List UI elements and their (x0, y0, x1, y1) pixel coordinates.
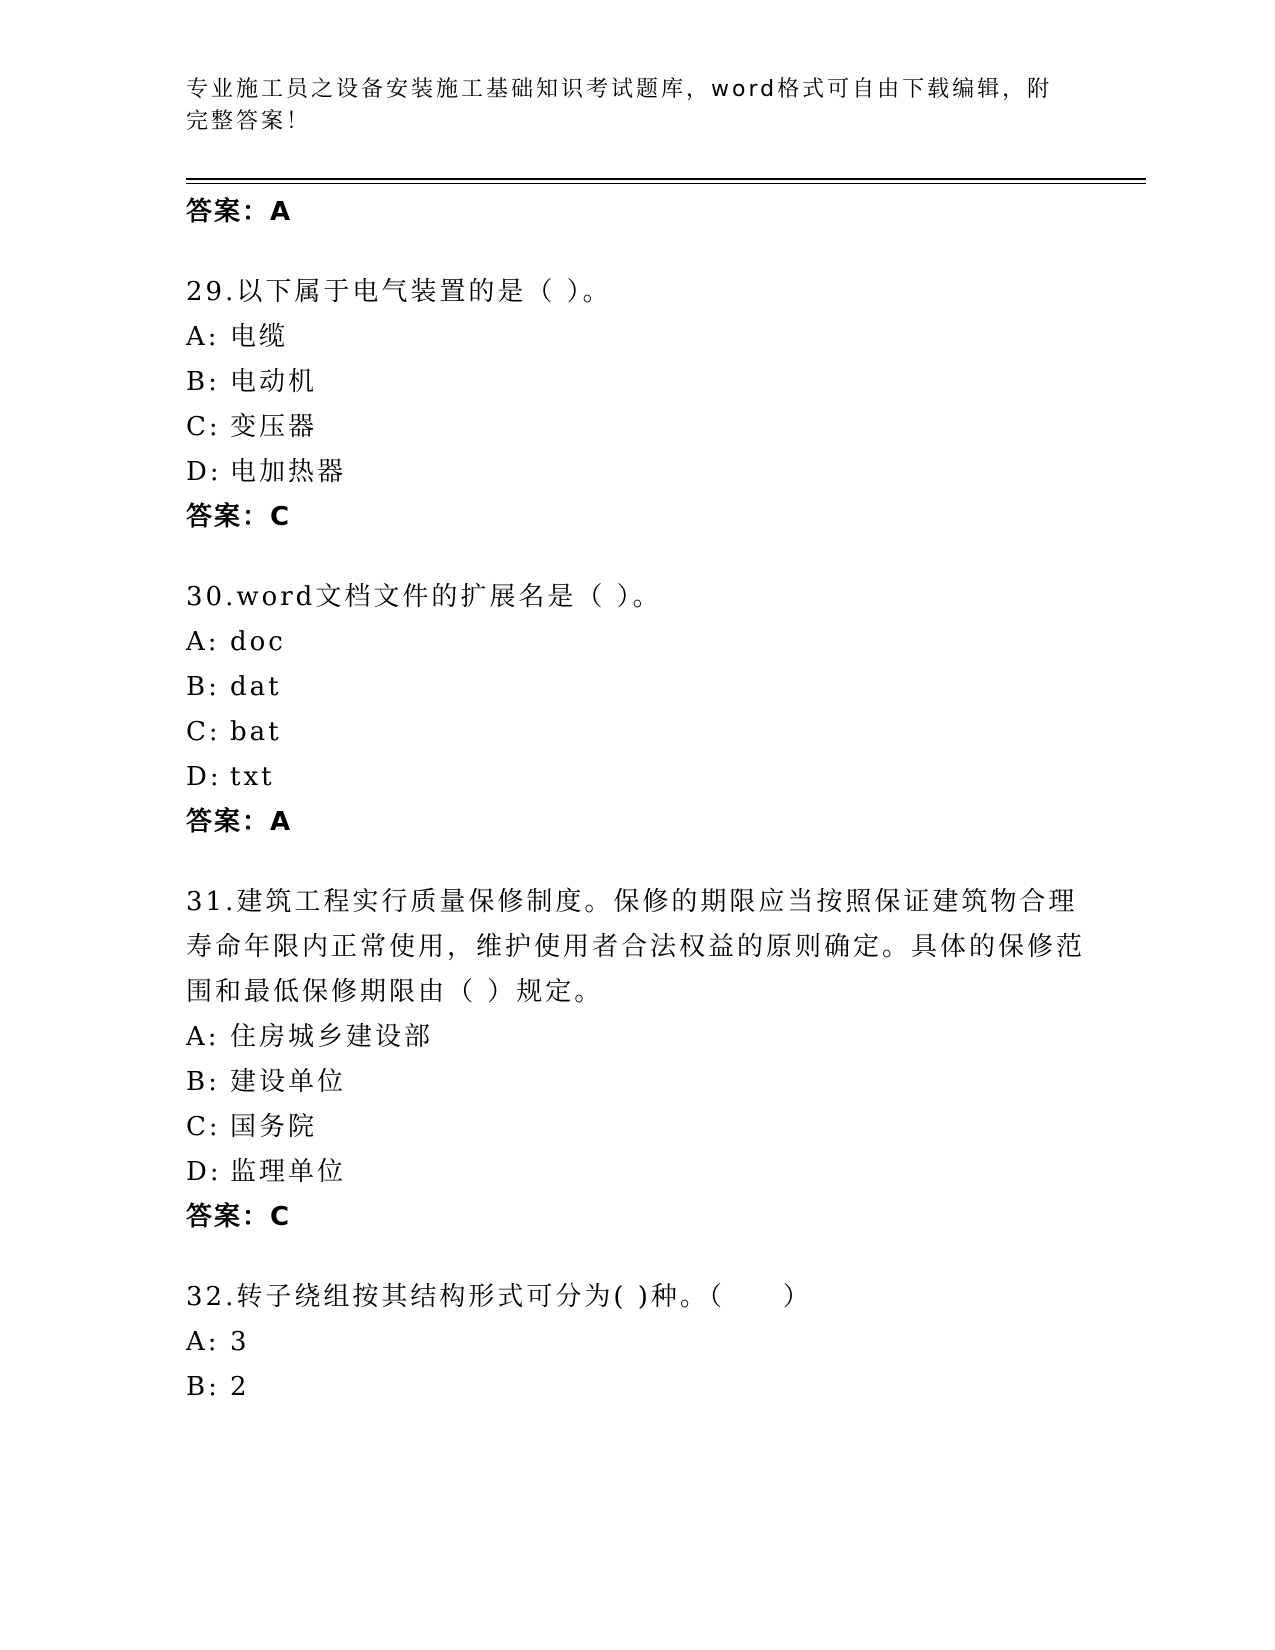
option-letter: B: (186, 672, 220, 702)
option-b (186, 1060, 1086, 1105)
option-text: 电加热器 (230, 457, 347, 487)
option-d (186, 755, 1086, 800)
option-letter: C: (186, 412, 221, 442)
header-divider-thin (186, 183, 1146, 184)
option-letter: B: (186, 1067, 220, 1097)
option-b (186, 360, 1086, 405)
question-31 (186, 880, 1086, 1240)
question-32 (186, 1275, 1086, 1410)
option-text: 电缆 (230, 322, 289, 352)
option-a (186, 1015, 1086, 1060)
option-text: 2 (230, 1372, 250, 1402)
option-d (186, 450, 1086, 495)
option-a (186, 1320, 1086, 1365)
option-letter: D: (186, 762, 222, 792)
answer-line: 答案：A (186, 807, 293, 837)
option-b (186, 665, 1086, 710)
option-c (186, 1105, 1086, 1150)
option-a (186, 620, 1086, 665)
option-letter: A: (186, 1327, 220, 1357)
question-stem: 31.建筑工程实行质量保修制度。保修的期限应当按照保证建筑物合理寿命年限内正常使用，维护使用者合法权益的原则确定。具体的保修范围和最低保修期限由（ ）规定。 (186, 887, 1086, 1007)
option-text: 建设单位 (230, 1067, 347, 1097)
option-letter: A: (186, 322, 220, 352)
option-text: dat (230, 672, 282, 702)
document-header: 专业施工员之设备安装施工基础知识考试题库，word格式可自由下载编辑，附完整答案！ (186, 77, 1053, 134)
option-letter: B: (186, 367, 220, 397)
option-letter: C: (186, 1112, 221, 1142)
question-stem: 30.word文档文件的扩展名是（ ）。 (186, 582, 662, 612)
answer-line: 答案：C (186, 1202, 292, 1232)
option-text: bat (230, 717, 282, 747)
option-letter: A: (186, 1022, 220, 1052)
question-29 (186, 270, 1086, 540)
question-30 (186, 575, 1086, 845)
question-stem: 29.以下属于电气装置的是（ ）。 (186, 277, 612, 307)
option-text: 变压器 (230, 412, 318, 442)
option-text: txt (230, 762, 275, 792)
question-list (186, 190, 1086, 1410)
option-letter: A: (186, 627, 220, 657)
question-stem: 32.转子绕组按其结构形式可分为( )种。（ ） (186, 1282, 812, 1312)
option-c (186, 710, 1086, 755)
option-letter: D: (186, 1157, 222, 1187)
option-text: doc (230, 627, 286, 657)
option-text: 住房城乡建设部 (230, 1022, 434, 1052)
header-divider-thick (186, 178, 1146, 180)
answer-line: 答案：C (186, 502, 292, 532)
option-a (186, 315, 1086, 360)
option-d (186, 1150, 1086, 1195)
option-letter: D: (186, 457, 222, 487)
option-letter: C: (186, 717, 221, 747)
option-b (186, 1365, 1086, 1410)
option-text: 3 (230, 1327, 250, 1357)
option-text: 国务院 (230, 1112, 318, 1142)
option-text: 监理单位 (230, 1157, 347, 1187)
previous-answer: 答案：A (186, 197, 293, 227)
option-letter: B: (186, 1372, 220, 1402)
option-c (186, 405, 1086, 450)
option-text: 电动机 (230, 367, 318, 397)
